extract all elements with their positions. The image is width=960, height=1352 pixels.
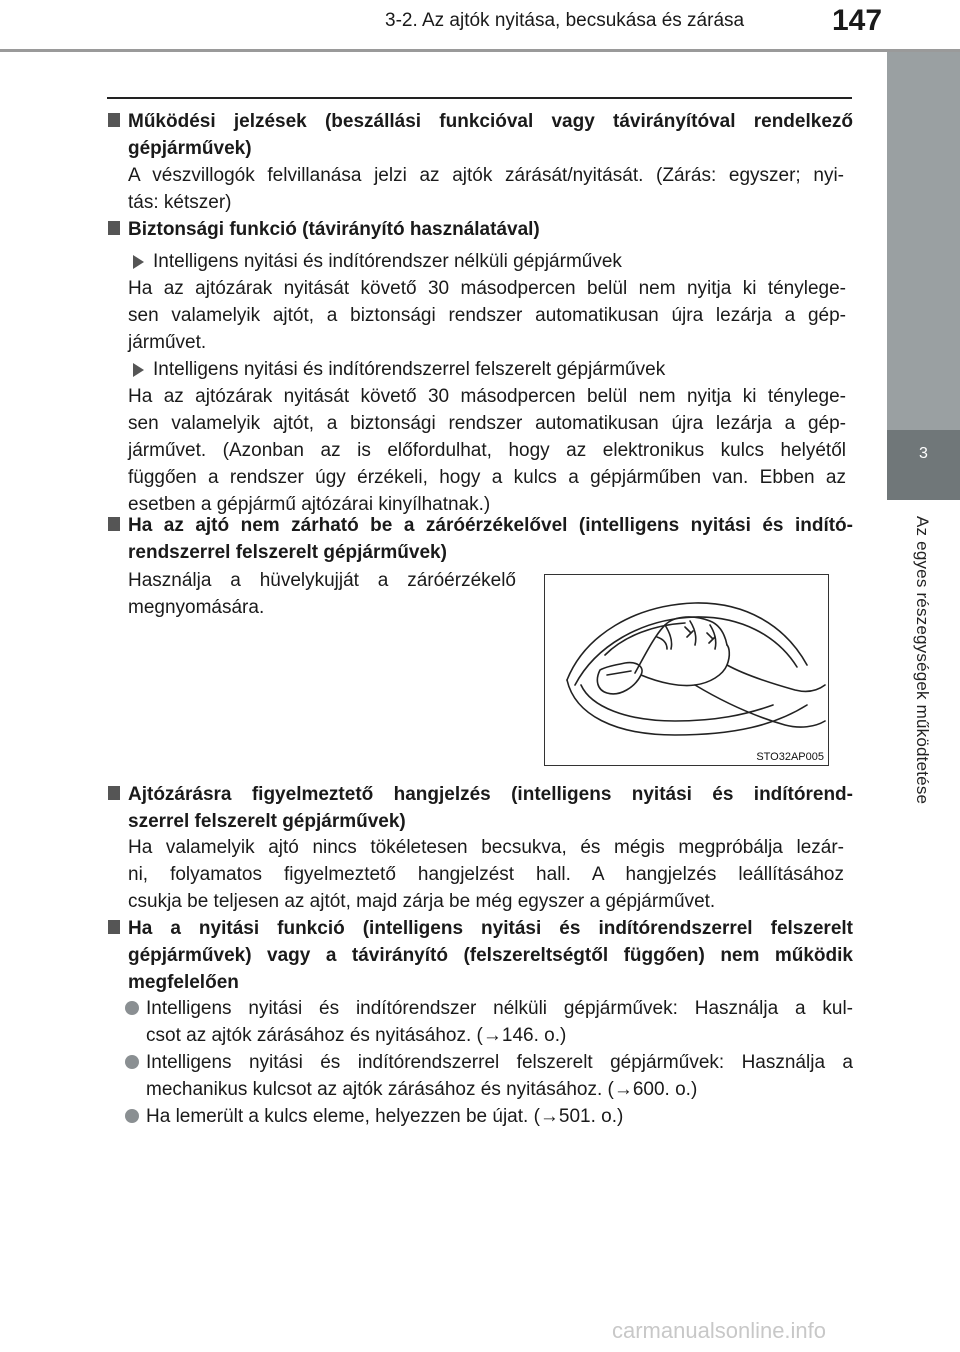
header-divider xyxy=(0,49,960,52)
heading-line: gépjárművek) xyxy=(128,138,252,159)
chapter-title: Az egyes részegységek működtetése xyxy=(913,516,932,805)
body-line: Ha az ajtózárak nyitását követő 30 másodpercen belül nem nyitja ki ténylege- xyxy=(128,278,846,299)
body-line: járművet. (Azonban az is előfordulhat, hogy az elektronikus kulcs helyétől xyxy=(128,440,846,461)
section-body-3 xyxy=(128,567,516,621)
side-tab-upper xyxy=(887,52,960,430)
body-line: ni, folyamatos figyelmeztető hangjelzést hall. A hangjelzés leállításához xyxy=(128,864,844,885)
triangle-bullet-icon xyxy=(133,255,144,269)
circle-bullet-icon xyxy=(125,1055,139,1069)
content-rule xyxy=(107,97,852,99)
body-line: esetben a gépjármű ajtózárai kinyílhatnak.) xyxy=(128,494,491,515)
bullet-line: mechanikus kulcsot az ajtók zárásához és nyitásához. (→600. o.) xyxy=(146,1079,698,1100)
section-heading-1 xyxy=(128,108,853,162)
section-heading-5 xyxy=(128,915,853,996)
body-line: sen valamelyik ajtót, a biztonsági rendszer automatikusan újra lezárja a gép- xyxy=(128,305,846,326)
heading-line: megfelelően xyxy=(128,972,239,993)
heading-line: Ha az ajtó nem zárható be a záróérzékelővel (intelligens nyitási és indító- xyxy=(128,515,853,536)
bullet-item-1 xyxy=(146,995,853,1049)
thumb-on-lock-sensor-drawing xyxy=(545,575,828,765)
section-body-1 xyxy=(128,162,844,216)
page-number: 147 xyxy=(832,4,883,37)
chapter-number: 3 xyxy=(919,445,928,462)
section-heading-4 xyxy=(128,781,853,835)
heading-line: Biztonsági funkció (távirányító használatával) xyxy=(128,219,540,240)
circle-bullet-icon xyxy=(125,1001,139,1015)
bullet-line: Ha lemerült a kulcs eleme, helyezzen be újat. (→501. o.) xyxy=(146,1106,624,1127)
side-tab-number-box xyxy=(887,430,960,500)
subheading-text: Intelligens nyitási és indítórendszerrel felszerelt gépjárművek xyxy=(153,359,666,380)
body-line: járművet. xyxy=(128,332,207,353)
body-line: függően a rendszer úgy érzékeli, hogy a kulcs a gépjárműben van. Ebben az xyxy=(128,467,846,488)
sub-body-2 xyxy=(128,383,846,518)
heading-line: szerrel felszerelt gépjárművek) xyxy=(128,811,406,832)
figure-code: STO32AP005 xyxy=(756,751,824,763)
body-line: A vészvillogók felvillanása jelzi az ajtók zárását/nyitását. (Zárás: egyszer; nyi- xyxy=(128,165,844,186)
heading-line: gépjárművek) vagy a távirányító (felszereltségtől függően) nem működik xyxy=(128,945,853,966)
heading-line: Működési jelzések (beszállási funkcióval vagy távirányítóval rendelkező xyxy=(128,111,853,132)
body-line: Ha az ajtózárak nyitását követő 30 másodpercen belül nem nyitja ki ténylege- xyxy=(128,386,846,407)
section-body-4 xyxy=(128,834,844,915)
body-line: sen valamelyik ajtót, a biztonsági rendszer automatikusan újra lezárja a gép- xyxy=(128,413,846,434)
body-line: megnyomására. xyxy=(128,597,265,618)
triangle-bullet-icon xyxy=(133,363,144,377)
running-header: 3-2. Az ajtók nyitása, becsukása és zárása xyxy=(385,10,745,31)
heading-line: Ha a nyitási funkció (intelligens nyitási és indítórendszerrel felszerelt xyxy=(128,918,853,939)
section-heading-3 xyxy=(128,512,853,566)
bullet-line: csot az ajtók zárásához és nyitásához. (→146. o.) xyxy=(146,1025,567,1046)
circle-bullet-icon xyxy=(125,1109,139,1123)
body-line: Ha valamelyik ajtó nincs tökéletesen becsukva, és mégis megpróbálja lezár- xyxy=(128,837,844,858)
subheading-text: Intelligens nyitási és indítórendszer nélküli gépjárművek xyxy=(153,251,622,272)
heading-line: rendszerrel felszerelt gépjárművek) xyxy=(128,542,447,563)
subheading-smart-entry xyxy=(153,356,665,383)
bullet-line: Intelligens nyitási és indítórendszer nélküli gépjárművek: Használja a kul- xyxy=(146,998,853,1019)
bullet-item-3 xyxy=(146,1103,853,1130)
heading-line: Ajtózárásra figyelmeztető hangjelzés (intelligens nyitási és indítórend- xyxy=(128,784,853,805)
body-line: Használja a hüvelykujját a záróérzékelő xyxy=(128,570,516,591)
section-heading-2 xyxy=(128,216,853,243)
body-line: csukja be teljesen az ajtót, majd zárja be még egyszer a gépjárművet. xyxy=(128,891,716,912)
subheading-no-smart-entry xyxy=(153,248,622,275)
watermark: carmanualsonline.info xyxy=(612,1318,827,1343)
bullet-line: Intelligens nyitási és indítórendszerrel felszerelt gépjárművek: Használja a xyxy=(146,1052,853,1073)
bullet-item-2 xyxy=(146,1049,853,1103)
body-line: tás: kétszer) xyxy=(128,192,232,213)
sub-body-1 xyxy=(128,275,846,356)
door-handle-illustration xyxy=(544,574,829,766)
